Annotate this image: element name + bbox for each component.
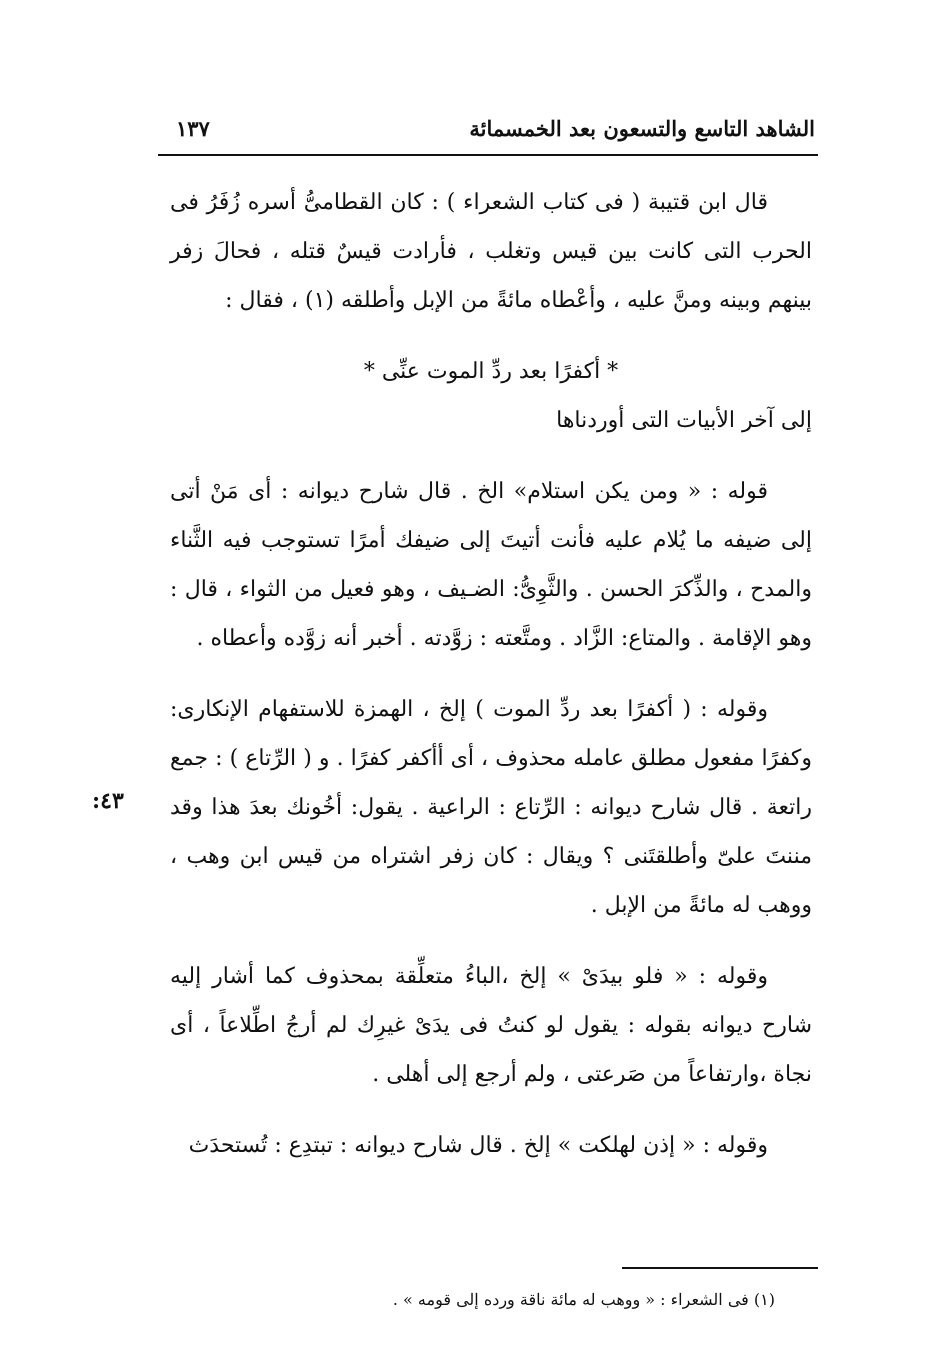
paragraph-intro: قال ابن قتيبة ( فى كتاب الشعراء ) : كان القطامىُّ أسره زُفَرُ فى الحرب التى كانت بين قيس وتغلب ، فأرادت قيسٌ قتله ، فحالَ زفر بينهم وبينه ومنَّ عليه ، وأعْطاه مائةً من الإبل وأطلقه (١) ، فقال : [170, 190, 812, 313]
header-rule [158, 154, 818, 156]
paragraph-commentary-4: وقوله : « إذن لهلكت » إلخ . قال شارح ديوانه : تبتدِع : تُستحدَث [188, 1133, 768, 1158]
margin-reference: ٤٣: [92, 788, 124, 814]
footnote-rule [622, 1267, 818, 1269]
page-number: ١٣٧ [176, 116, 210, 141]
running-header-title: الشاهد التاسع والتسعون بعد الخمسمائة [469, 116, 815, 141]
main-text [170, 178, 812, 1192]
paragraph-commentary-3: وقوله : « فلو بيدَىْ » إلخ ،الباءُ متعلِّقة بمحذوف كما أشار إليه شارح ديوانه بقوله : يقول لو كنتُ فى يدَىْ غيرِك لم أرجُ اطِّلاعاً ، أى نجاة ،وارتفاعاً من صَرعتى ، ولم أرجع إلى أهلى . [170, 964, 812, 1087]
verse-line: * أكفرًا بعد ردِّ الموت عنِّى * [363, 359, 619, 384]
paragraph-commentary-1: قوله : « ومن يكن استلام» الخ . قال شارح ديوانه : أى مَنْ أتى إلى ضيفه ما يُلام عليه فأنت أتيتَ إلى ضيفك أمرًا تستوجب فيه الثَّناء والمدح ، والذِّكرَ الحسن . والثَّوِىُّ: الضـيف ، وهو فعيل من الثواء ، قال : وهو الإقامة . والمتاع: الزَّاد . ومتَّعته : زوَّدته . أخبر أنه زوَّده وأعطاه . [170, 479, 812, 651]
paragraph-verse-note: إلى آخر الأبيات التى أوردناها [556, 408, 812, 433]
paragraph-commentary-2: وقوله : ( أكفرًا بعد ردِّ الموت ) إلخ ، الهمزة للاستفهام الإنكارى: وكفرًا مفعول مطلق عامله محذوف ، أى أأكفر كفرًا . و ( الرِّتاع ) : جمع راتعة . قال شارح ديوانه : الرِّتاع : الراعية . يقول: أخُونك بعدَ هذا وقد مننتَ علىّ وأطلقتَنى ؟ ويقال : كان زفر اشتراه من قيس ابن وهب ، ووهب له مائةً من الإبل . [170, 697, 812, 918]
footnote: (١) فى الشعراء : « ووهب له مائة ناقة ورده إلى قومه » . [392, 1290, 775, 1309]
